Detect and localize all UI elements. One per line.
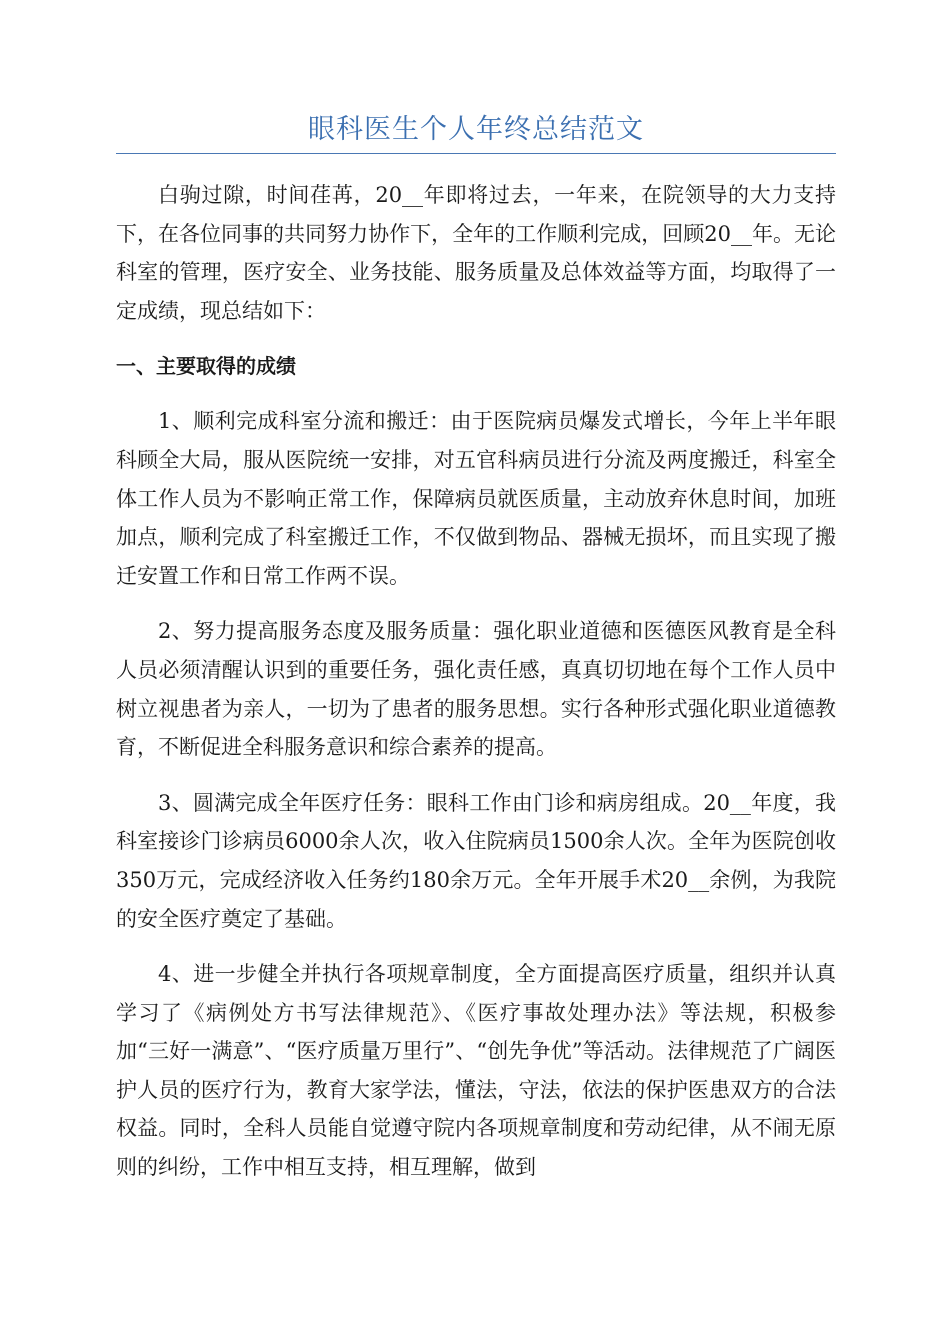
section-heading: 一、主要取得的成绩 xyxy=(116,354,296,379)
intro-paragraph: 白驹过隙，时间荏苒，20__年即将过去，一年来，在院领导的大力支持下，在各位同事的共同努力协作下，全年的工作顺利完成，回顾20__年。无论科室的管理，医疗安全、业务技能、服务质量及总体效益等方面，均取得了一定成绩，现总结如下： xyxy=(116,183,836,323)
achievement-item-3: 3、圆满完成全年医疗任务：眼科工作由门诊和病房组成。20__年度，我科室接诊门诊病员6000余人次，收入住院病员1500余人次。全年为医院创收350万元，完成经济收入任务约180余万元。全年开展手术20__余例，为我院的安全医疗奠定了基础。 xyxy=(116,790,836,931)
title-underline xyxy=(116,153,836,154)
achievement-item-1: 1、顺利完成科室分流和搬迁：由于医院病员爆发式增长，今年上半年眼科顾全大局，服从医院统一安排，对五官科病员进行分流及两度搬迁，科室全体工作人员为不影响正常工作，保障病员就医质量，主动放弃休息时间，加班加点，顺利完成了科室搬迁工作，不仅做到物品、器械无损坏，而且实现了搬迁安置工作和日常工作两不误。 xyxy=(116,409,836,588)
achievement-item-4: 4、进一步健全并执行各项规章制度，全方面提高医疗质量，组织并认真学习了《病例处方书写法律规范》、《医疗事故处理办法》等法规，积极参加“三好一满意”、“医疗质量万里行”、“创先争优”等活动。法律规范了广阔医护人员的医疗行为，教育大家学法，懂法，守法，依法的保护医患双方的合法权益。同时，全科人员能自觉遵守院内各项规章制度和劳动纪律，从不闹无原则的纠纷，工作中相互支持，相互理解，做到 xyxy=(116,962,836,1180)
document-title: 眼科医生个人年终总结范文 xyxy=(308,114,644,145)
document-page xyxy=(116,0,836,1344)
achievement-item-2: 2、努力提高服务态度及服务质量：强化职业道德和医德医风教育是全科人员必须清醒认识到的重要任务，强化责任感，真真切切地在每个工作人员中树立视患者为亲人，一切为了患者的服务思想。实行各种形式强化职业道德教育，不断促进全科服务意识和综合素养的提高。 xyxy=(116,619,836,760)
document-body xyxy=(116,176,836,1204)
